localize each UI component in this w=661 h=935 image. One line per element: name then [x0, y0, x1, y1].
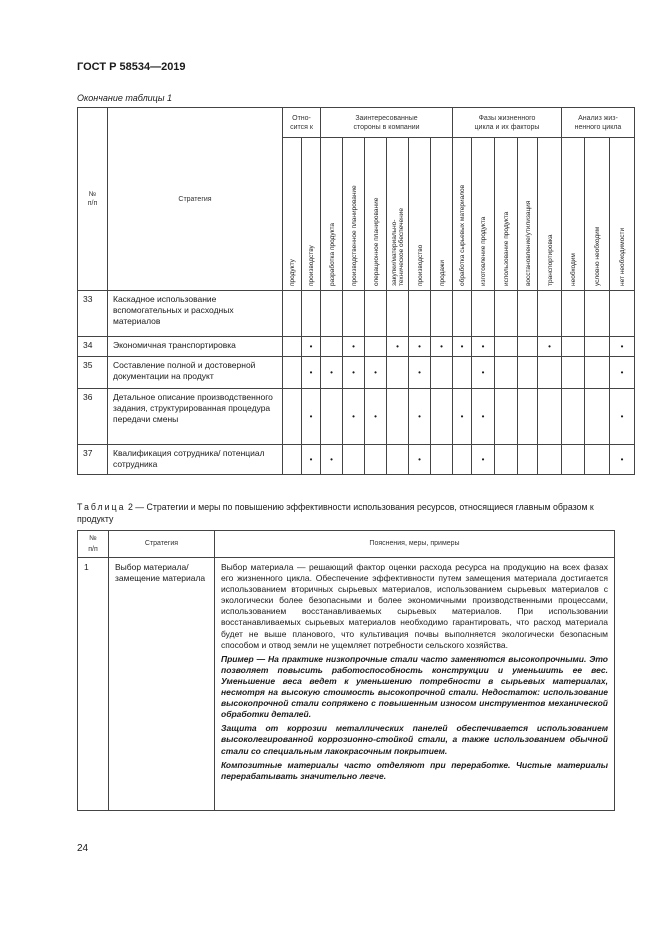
mark-cell [495, 337, 518, 357]
col-header-rotated [585, 138, 610, 291]
bullet-mark: • [418, 368, 421, 377]
mark-cell [495, 445, 518, 475]
bullet-mark: • [396, 342, 399, 351]
col-header-rotated [387, 138, 409, 291]
bullet-mark: • [481, 412, 485, 421]
col-header-rotated [321, 138, 343, 291]
table-1 [77, 107, 635, 475]
document-header: ГОСТ Р 58534—2019 [77, 61, 186, 73]
table-row [78, 445, 635, 475]
col-header-rotated-text: восстановление/утилизация [524, 200, 532, 286]
table2-caption-prefix: Таблица [77, 502, 126, 512]
row-number: 34 [78, 337, 108, 357]
table2-caption-text: 2 — Стратегии и меры по повышению эффективности использования ресурсов, относящиеся главным образом к продукту [77, 502, 594, 524]
mark-cell [431, 445, 453, 475]
mark-cell [472, 337, 495, 357]
mark-cell [409, 389, 431, 445]
col-header-rotated-text: производство [416, 244, 424, 286]
bullet-mark: • [620, 455, 624, 464]
table-row [78, 337, 635, 357]
mark-cell [321, 291, 343, 337]
t2-row-notes [215, 558, 615, 811]
col-header-rotated [343, 138, 365, 291]
mark-cell [495, 291, 518, 337]
bullet-mark: • [418, 342, 421, 351]
bullet-mark: • [309, 342, 313, 351]
mark-cell [387, 445, 409, 475]
t2-notes-example: Пример — На практике низкопрочные стали часто заменяются высокопрочными. Это позволяет повысить работоспособность конструкции и уменьшить ее вес. Уменьшение веса ведет к уменьшению потребности в сырьевых материалах, несмотря на высокую стоимость высокопрочной стали. Недостаток: использование высокопрочной стали сопряжено с повышенным износом инструментов механической обработки деталей. [221, 653, 608, 720]
col-header-rotated [518, 138, 538, 291]
mark-cell [387, 291, 409, 337]
col-header-rotated [538, 138, 562, 291]
col-header-number [78, 108, 108, 291]
col-header-rotated-text: разработка продукта [328, 222, 336, 286]
col-header-rotated-text: продукту [289, 259, 296, 286]
mark-cell [453, 337, 472, 357]
mark-cell [343, 445, 365, 475]
t2-col-header-strategy-text: Стратегия [144, 540, 179, 548]
col-header-strategy [108, 108, 283, 291]
col-header-rotated [283, 138, 302, 291]
bullet-mark: • [374, 368, 377, 377]
mark-cell [518, 357, 538, 389]
mark-cell [610, 445, 635, 475]
mark-cell [431, 337, 453, 357]
t2-col-header-notes-text: Пояснения, меры, примеры [369, 540, 460, 548]
col-header-rotated-text: нет необходимости [619, 227, 626, 286]
col-header-rotated [610, 138, 635, 291]
t2-notes-corrosion: Защита от коррозии металлических панелей обеспечивается использованием высоколегированной коррозионно-стойкой стали, а также использованием обычной стали со специальным лакокрасочным покрытием. [221, 723, 608, 756]
mark-cell [562, 337, 585, 357]
mark-cell [283, 389, 302, 445]
col-header-rotated [409, 138, 431, 291]
mark-cell [472, 445, 495, 475]
bullet-mark: • [309, 412, 313, 421]
mark-cell [365, 291, 387, 337]
mark-cell [585, 291, 610, 337]
col-header-rotated-text: операционное планирование [372, 197, 380, 286]
col-header-number-text: № п/п [87, 191, 98, 207]
mark-cell [343, 291, 365, 337]
col-header-rotated-text: необходим [570, 253, 577, 286]
bullet-mark: • [418, 412, 421, 421]
mark-cell [538, 389, 562, 445]
mark-cell [343, 357, 365, 389]
t2-col-header-number [78, 531, 109, 558]
mark-cell [431, 389, 453, 445]
group-header-stakeholders [321, 108, 453, 138]
mark-cell [302, 357, 321, 389]
mark-cell [453, 291, 472, 337]
mark-cell [453, 389, 472, 445]
t2-notes-paragraph: Выбор материала — решающий фактор оценки расхода ресурса на продукцию на всех фазах его жизненного цикла. Обеспечение эффективности путем замещения материала достигается использованием вторичных сырьевых материалов, использованием сырьевых материалов с экологически более безопасными и более экономичными производственными процессами, использованием восстанавливаемых сырьевых материалов. При использовании восстанавливаемых сырьевых материалов необходимо гарантировать, что расход материала будет не выше планового, что культивация почвы выполняется экологически безопасным способом и отвод земли не ущемляет потребности сельского хозяйства. [221, 562, 608, 650]
group-header-relates-text: Отно- сится к [290, 114, 313, 131]
bullet-mark: • [309, 455, 313, 464]
row-strategy: Каскадное использование вспомогательных и расходных материалов [108, 291, 283, 337]
page-number: 24 [77, 843, 89, 854]
row-strategy: Экономичная транспортировка [108, 337, 283, 357]
col-header-rotated-text: изготовление продукта [480, 216, 487, 286]
group-header-phases-text: Фазы жизненного цикла и их факторы [474, 114, 540, 131]
mark-cell [321, 357, 343, 389]
mark-cell [343, 389, 365, 445]
mark-cell [518, 337, 538, 357]
table-row [78, 389, 635, 445]
table-row [78, 291, 635, 337]
group-header-relates [283, 108, 321, 138]
t2-row-strategy: Выбор материала/ замещение материала [109, 558, 215, 811]
mark-cell [409, 357, 431, 389]
bullet-mark: • [374, 412, 377, 421]
mark-cell [283, 291, 302, 337]
group-header-analysis-text: Анализ жиз- ненного цикла [574, 114, 622, 131]
bullet-mark: • [620, 368, 624, 377]
table1-caption: Окончание таблицы 1 [77, 93, 172, 103]
row-number: 37 [78, 445, 108, 475]
row-number: 33 [78, 291, 108, 337]
row-strategy: Квалификация сотрудника/ потенциал сотрудника [108, 445, 283, 475]
bullet-mark: • [481, 455, 485, 464]
mark-cell [495, 357, 518, 389]
bullet-mark: • [330, 368, 333, 377]
mark-cell [472, 357, 495, 389]
mark-cell [283, 357, 302, 389]
col-header-rotated-text: использование продукта [503, 211, 510, 286]
mark-cell [283, 337, 302, 357]
mark-cell [538, 337, 562, 357]
col-header-rotated [472, 138, 495, 291]
bullet-mark: • [352, 368, 355, 377]
mark-cell [495, 389, 518, 445]
bullet-mark: • [309, 368, 313, 377]
col-header-rotated-text: обработка сырьевых материалов [459, 184, 466, 286]
table-2 [77, 530, 615, 811]
mark-cell [365, 389, 387, 445]
row-number: 35 [78, 357, 108, 389]
bullet-mark: • [460, 342, 464, 351]
mark-cell [610, 291, 635, 337]
bullet-mark: • [352, 412, 355, 421]
mark-cell [387, 389, 409, 445]
mark-cell [409, 291, 431, 337]
mark-cell [472, 389, 495, 445]
mark-cell [321, 445, 343, 475]
mark-cell [283, 445, 302, 475]
mark-cell [409, 337, 431, 357]
mark-cell [518, 389, 538, 445]
bullet-mark: • [352, 342, 355, 351]
col-header-rotated [302, 138, 321, 291]
mark-cell [585, 337, 610, 357]
table2-caption [77, 502, 617, 525]
mark-cell [518, 445, 538, 475]
mark-cell [538, 291, 562, 337]
t2-notes-composites: Композитные материалы часто отделяют при переработке. Чистые материалы перерабатывать значительно легче. [221, 759, 608, 781]
mark-cell [610, 389, 635, 445]
bullet-mark: • [548, 342, 551, 351]
col-header-rotated [365, 138, 387, 291]
col-header-rotated [495, 138, 518, 291]
mark-cell [431, 291, 453, 337]
row-number: 36 [78, 389, 108, 445]
mark-cell [321, 389, 343, 445]
mark-cell [518, 291, 538, 337]
bullet-mark: • [481, 342, 485, 351]
mark-cell [343, 337, 365, 357]
mark-cell [302, 291, 321, 337]
mark-cell [321, 337, 343, 357]
mark-cell [585, 389, 610, 445]
group-header-phases [453, 108, 562, 138]
mark-cell [562, 389, 585, 445]
t2-row-number: 1 [78, 558, 109, 811]
mark-cell [585, 357, 610, 389]
bullet-mark: • [418, 455, 421, 464]
col-header-rotated-text: закупки/материально- техническое обеспечение [390, 208, 405, 286]
col-header-rotated-text: производству [308, 245, 315, 286]
mark-cell [562, 291, 585, 337]
mark-cell [387, 357, 409, 389]
mark-cell [365, 445, 387, 475]
bullet-mark: • [481, 368, 485, 377]
mark-cell [472, 291, 495, 337]
bullet-mark: • [620, 342, 624, 351]
col-header-rotated-text: продажи [438, 260, 446, 286]
mark-cell [538, 357, 562, 389]
mark-cell [387, 337, 409, 357]
mark-cell [610, 337, 635, 357]
col-header-rotated-text: транспортировка [546, 234, 554, 286]
group-header-analysis [562, 108, 635, 138]
table-row [78, 357, 635, 389]
row-strategy: Детальное описание производственного задания, структурированная процедура передачи смены [108, 389, 283, 445]
col-header-rotated [431, 138, 453, 291]
mark-cell [409, 445, 431, 475]
mark-cell [453, 357, 472, 389]
mark-cell [431, 357, 453, 389]
mark-cell [610, 357, 635, 389]
bullet-mark: • [330, 455, 333, 464]
bullet-mark: • [620, 412, 624, 421]
col-header-rotated [453, 138, 472, 291]
t2-col-header-notes [215, 531, 615, 558]
mark-cell [302, 337, 321, 357]
t2-col-header-number-text: № п/п [88, 534, 98, 553]
col-header-rotated-text: условно необходим [594, 226, 601, 286]
mark-cell [365, 337, 387, 357]
group-header-stakeholders-text: Заинтересованные стороны в компании [353, 114, 420, 131]
bullet-mark: • [460, 412, 464, 421]
col-header-rotated [562, 138, 585, 291]
mark-cell [302, 445, 321, 475]
row-strategy: Составление полной и достоверной документации на продукт [108, 357, 283, 389]
col-header-strategy-text: Стратегия [178, 195, 212, 203]
col-header-rotated-text: производственное планирование [350, 185, 358, 286]
mark-cell [562, 357, 585, 389]
t2-col-header-strategy [109, 531, 215, 558]
mark-cell [302, 389, 321, 445]
mark-cell [585, 445, 610, 475]
bullet-mark: • [440, 342, 443, 351]
mark-cell [365, 357, 387, 389]
mark-cell [453, 445, 472, 475]
mark-cell [562, 445, 585, 475]
mark-cell [538, 445, 562, 475]
